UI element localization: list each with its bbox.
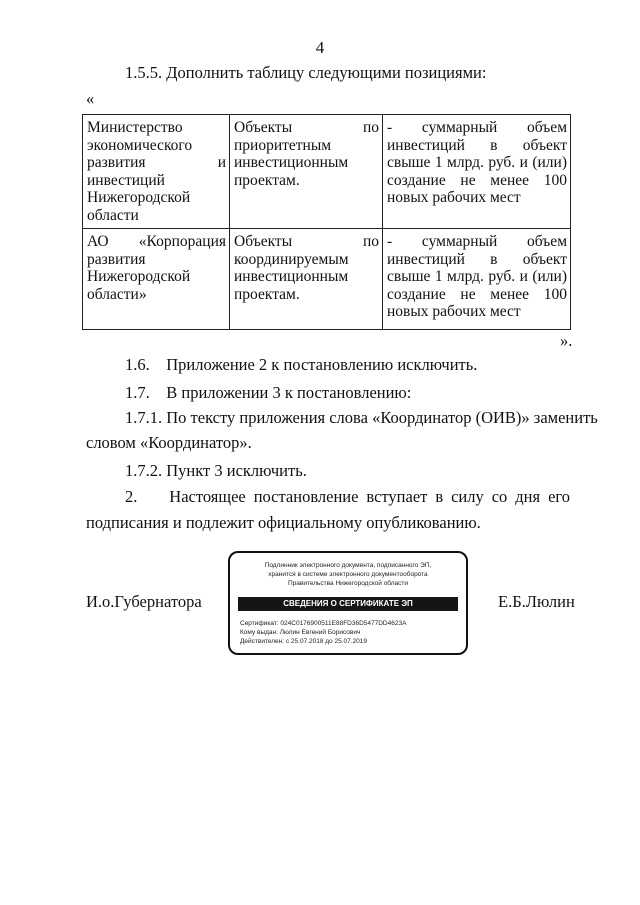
objects-text: Объекты по приоритетным инвестиционным проектам. (234, 119, 379, 189)
certificate-details (240, 619, 406, 646)
stamp-header-line: Подлинник электронного документа, подписанного ЭП, (264, 562, 432, 569)
close-quote: ». (560, 331, 573, 350)
table-cell-objects (230, 115, 383, 229)
paragraph-2-line1: 2. Настоящее постановление вступает в силу со дня его (125, 487, 570, 506)
table-cell-org (83, 229, 230, 330)
table-cell-criteria (383, 115, 571, 229)
table-cell-objects (230, 229, 383, 330)
table-row (83, 115, 571, 229)
paragraph-1-7-1-line1: 1.7.1. По тексту приложения слова «Координатор (ОИВ)» заменить (125, 408, 598, 427)
signatory-title: И.о.Губернатора (86, 592, 202, 611)
table-cell-org (83, 115, 230, 229)
certificate-serial: Сертификат: 024C0176900511E88FD36D5477DD4623A (240, 620, 407, 627)
certificate-owner: Кому выдан: Люлин Евгений Борисович (240, 629, 361, 636)
certificate-validity: Действителен: с 25.07.2018 до 25.07.2019 (240, 638, 368, 645)
org-text: Министерство экономического развития и инвестиций Нижегородской области (87, 119, 226, 224)
paragraph-1-7: 1.7. В приложении 3 к постановлению: (125, 383, 412, 402)
electronic-signature-stamp (228, 551, 468, 655)
positions-table (82, 114, 571, 330)
paragraph-1-7-2: 1.7.2. Пункт 3 исключить. (125, 461, 307, 480)
criteria-text: - суммарный объем инвестиций в объект свыше 1 млрд. руб. и (или) создание не менее 100 новых рабочих мест (387, 119, 567, 206)
table-row (83, 229, 571, 330)
objects-text: Объекты по координируемым инвестиционным проектам. (234, 233, 379, 303)
paragraph-1-6: 1.6. Приложение 2 к постановлению исключить. (125, 355, 478, 374)
stamp-header-line: Правительства Нижегородской области (287, 580, 409, 587)
paragraph-2-line2: подписания и подлежит официальному опубликованию. (86, 513, 481, 532)
signatory-name: Е.Б.Люлин (498, 592, 575, 611)
stamp-header (230, 561, 466, 588)
stamp-header-line: хранится в системе электронного документооборота (268, 571, 428, 578)
criteria-text: - суммарный объем инвестиций в объект свыше 1 млрд. руб. и (или) создание не менее 100 новых рабочих мест (387, 233, 567, 320)
intro-paragraph: 1.5.5. Дополнить таблицу следующими позициями: (125, 63, 487, 82)
table-cell-criteria (383, 229, 571, 330)
org-text: АО «Корпорация развития Нижегородской области» (87, 233, 226, 303)
paragraph-1-7-1-line2: словом «Координатор». (86, 433, 252, 452)
open-quote: « (86, 89, 95, 108)
page-number: 4 (315, 38, 325, 57)
certificate-title-bar: СВЕДЕНИЯ О СЕРТИФИКАТЕ ЭП (238, 597, 458, 611)
